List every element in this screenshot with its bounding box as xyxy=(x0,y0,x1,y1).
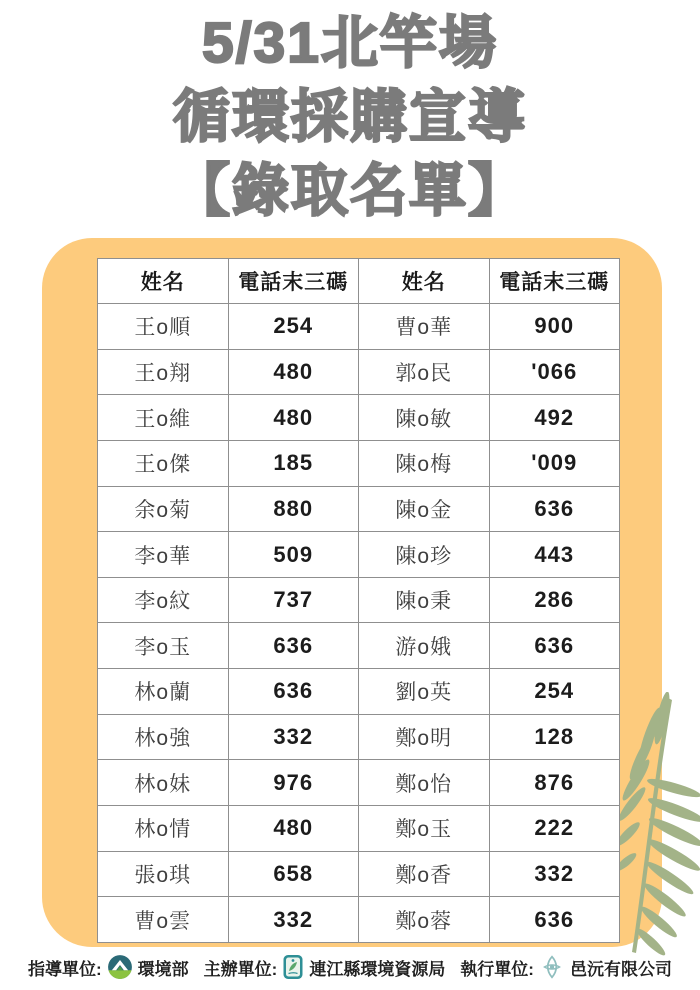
phone-last-three: 222 xyxy=(489,806,620,852)
col-header-phone-1: 電話末三碼 xyxy=(228,259,359,304)
page-title xyxy=(0,6,700,228)
attendee-name: 陳o珍 xyxy=(359,532,490,578)
phone-last-three: 128 xyxy=(489,714,620,760)
attendee-name: 鄭o蓉 xyxy=(359,897,490,943)
phone-last-three: 658 xyxy=(228,851,359,897)
attendee-name: 王o翔 xyxy=(98,349,229,395)
unit-advisor xyxy=(28,954,189,980)
title-line-3: 【錄取名單】 xyxy=(173,159,527,223)
table-row xyxy=(98,349,620,395)
attendee-name: 林o蘭 xyxy=(98,669,229,715)
phone-last-three: '066 xyxy=(489,349,620,395)
unit-executor-name: 邑沅有限公司 xyxy=(569,959,672,979)
unit-advisor-name: 環境部 xyxy=(137,959,189,979)
palm-leaf-decoration xyxy=(612,692,700,956)
attendee-name: 王o維 xyxy=(98,395,229,441)
attendee-name: 林o妹 xyxy=(98,760,229,806)
unit-executor-label: 執行單位: xyxy=(460,959,534,979)
admission-table xyxy=(97,258,620,943)
attendee-name: 鄭o怡 xyxy=(359,760,490,806)
admission-table-body xyxy=(98,304,620,943)
unit-advisor-label: 指導單位: xyxy=(28,959,102,979)
phone-last-three: 185 xyxy=(228,440,359,486)
phone-last-three: 443 xyxy=(489,532,620,578)
unit-organizer xyxy=(204,954,446,980)
footer xyxy=(0,950,700,984)
unit-organizer-name: 連江縣環境資源局 xyxy=(309,959,446,979)
phone-last-three: 254 xyxy=(228,304,359,350)
table-row xyxy=(98,714,620,760)
attendee-name: 鄭o明 xyxy=(359,714,490,760)
table-row xyxy=(98,304,620,350)
phone-last-three: 332 xyxy=(228,714,359,760)
attendee-name: 李o紋 xyxy=(98,577,229,623)
phone-last-three: 900 xyxy=(489,304,620,350)
attendee-name: 郭o民 xyxy=(359,349,490,395)
attendee-name: 林o情 xyxy=(98,806,229,852)
header-row xyxy=(98,259,620,304)
lienchiang-bureau-logo-icon xyxy=(282,954,304,980)
attendee-name: 曹o雲 xyxy=(98,897,229,943)
attendee-name: 余o菊 xyxy=(98,486,229,532)
attendee-name: 陳o秉 xyxy=(359,577,490,623)
attendee-name: 鄭o玉 xyxy=(359,806,490,852)
attendee-name: 陳o梅 xyxy=(359,440,490,486)
table-row xyxy=(98,760,620,806)
table-row xyxy=(98,486,620,532)
phone-last-three: 737 xyxy=(228,577,359,623)
col-header-name-1: 姓名 xyxy=(98,259,229,304)
phone-last-three: '009 xyxy=(489,440,620,486)
table-row xyxy=(98,577,620,623)
unit-organizer-label: 主辦單位: xyxy=(203,959,278,979)
phone-last-three: 636 xyxy=(489,486,620,532)
phone-last-three: 636 xyxy=(228,623,359,669)
attendee-name: 游o娥 xyxy=(359,623,490,669)
phone-last-three: 254 xyxy=(489,669,620,715)
table-row xyxy=(98,851,620,897)
phone-last-three: 509 xyxy=(228,532,359,578)
table-row xyxy=(98,532,620,578)
phone-last-three: 286 xyxy=(489,577,620,623)
phone-last-three: 636 xyxy=(489,897,620,943)
admission-table-header xyxy=(98,259,620,304)
attendee-name: 陳o敏 xyxy=(359,395,490,441)
unit-executor xyxy=(460,954,672,980)
attendee-name: 劉o英 xyxy=(359,669,490,715)
attendee-name: 陳o金 xyxy=(359,486,490,532)
phone-last-three: 976 xyxy=(228,760,359,806)
title-line-2: 循環採購宣導 xyxy=(173,85,527,149)
attendee-name: 曹o華 xyxy=(359,304,490,350)
table-row xyxy=(98,806,620,852)
table-row xyxy=(98,669,620,715)
col-header-phone-2: 電話末三碼 xyxy=(489,259,620,304)
phone-last-three: 636 xyxy=(228,669,359,715)
moenv-logo-icon xyxy=(107,954,133,980)
attendee-name: 王o傑 xyxy=(98,440,229,486)
table-row xyxy=(98,440,620,486)
phone-last-three: 876 xyxy=(489,760,620,806)
attendee-name: 王o順 xyxy=(98,304,229,350)
phone-last-three: 480 xyxy=(228,395,359,441)
table-row xyxy=(98,897,620,943)
attendee-name: 鄭o香 xyxy=(359,851,490,897)
table-row xyxy=(98,395,620,441)
attendee-name: 李o玉 xyxy=(98,623,229,669)
phone-last-three: 880 xyxy=(228,486,359,532)
attendee-name: 李o華 xyxy=(98,532,229,578)
table-row xyxy=(98,623,620,669)
col-header-name-2: 姓名 xyxy=(359,259,490,304)
phone-last-three: 332 xyxy=(489,851,620,897)
phone-last-three: 480 xyxy=(228,806,359,852)
attendee-name: 林o強 xyxy=(98,714,229,760)
phone-last-three: 636 xyxy=(489,623,620,669)
yiyuan-company-logo-icon xyxy=(539,954,565,980)
title-line-1: 5/31北竿場 xyxy=(202,11,498,75)
phone-last-three: 492 xyxy=(489,395,620,441)
phone-last-three: 480 xyxy=(228,349,359,395)
attendee-name: 張o琪 xyxy=(98,851,229,897)
phone-last-three: 332 xyxy=(228,897,359,943)
